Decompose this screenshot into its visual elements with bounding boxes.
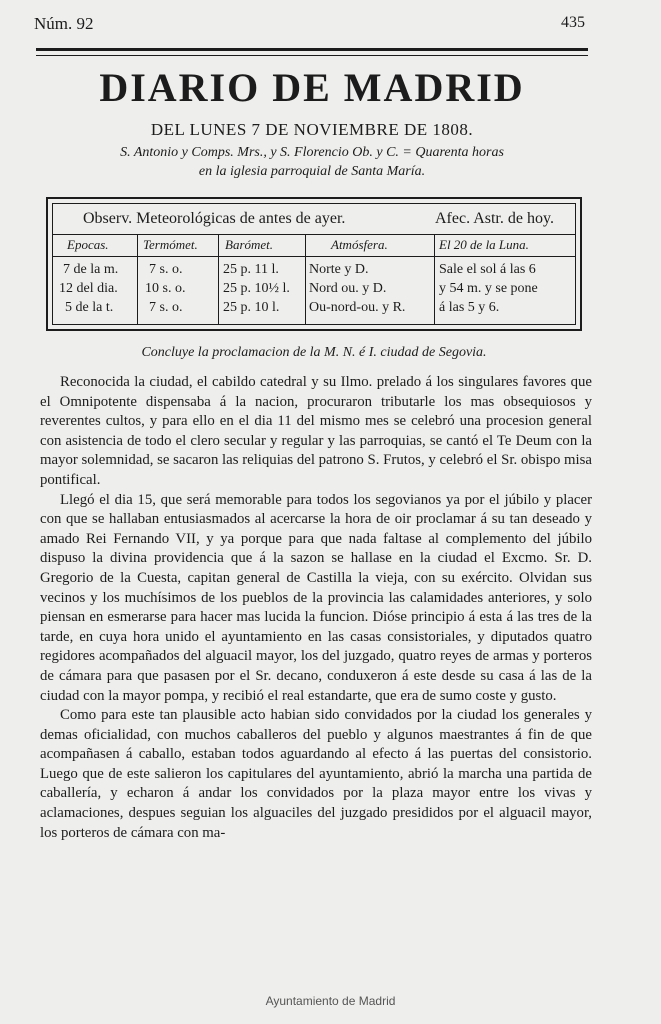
column-divider bbox=[218, 234, 219, 324]
article-body bbox=[40, 373, 592, 843]
table-cell-atmos: Norte y D. bbox=[309, 262, 369, 277]
table-cell-atmos: Nord ou. y D. bbox=[309, 281, 387, 296]
astro-line: á las 5 y 6. bbox=[439, 300, 500, 315]
column-header-atmosfera: Atmósfera. bbox=[331, 237, 388, 252]
weather-title: Observ. Meteorológicas de antes de ayer. bbox=[83, 210, 346, 227]
saints-line-1: S. Antonio y Comps. Mrs., y S. Florencio Ob. y C. = Quarenta horas bbox=[120, 145, 504, 160]
weather-table bbox=[46, 197, 582, 331]
article-paragraph: Llegó el dia 15, que será memorable para todos los segovianos ya por el júbilo y placer con que se hallaban entusiasmados al acercarse la hora de oir proclamar á su tan deseado y amado Rei Fernando VII, y ya porque para que nada faltase al complemento del júbilo dispuso la divina providencia que á la sazon se hallase en la ciudad el Excmo. Sr. D. Gregorio de la Cuesta, capitan general de Castilla la vieja, con su exército. Olvidan sus vecinos y los muchísimos de los pueblos de la provincia las calamidades anteriores, y solo piensan en esmerarse para hacer mas lucida la funcion. Dióse principio á esta á las tres de la tarde, en cuya hora unido el ayuntamiento en las casas consistoriales, y diputados quatro regidores acompañados del alguacil mayor, los del juzgado, quatro reyes de armas y porteros de cámara para que pasasen por el Sr. decano, conduxeron á este desde su casa á las de la ciudad con la mayor pompa, y recibió el real estandarte, que era de sumo coste y gusto. bbox=[40, 491, 592, 704]
article-subheading: Concluye la proclamacion de la M. N. é I. ciudad de Segovia. bbox=[141, 345, 487, 360]
table-cell-epoca: 5 de la t. bbox=[65, 300, 114, 315]
column-header-epocas: Epocas. bbox=[67, 237, 109, 252]
astro-line: Sale el sol á las 6 bbox=[439, 262, 536, 277]
table-cell-baro: 25 p. 11 l. bbox=[223, 262, 279, 277]
table-cell-epoca: 7 de la m. bbox=[63, 262, 119, 277]
table-cell-atmos: Ou-nord-ou. y R. bbox=[309, 300, 406, 315]
column-divider bbox=[305, 234, 306, 324]
astro-title: Afec. Astr. de hoy. bbox=[435, 210, 554, 227]
table-divider bbox=[53, 256, 575, 257]
column-header-barometro: Barómet. bbox=[225, 237, 274, 252]
top-rule-thick bbox=[36, 48, 588, 51]
article-paragraph: Como para este tan plausible acto habian sido convidados por la ciudad los generales y demas oficialidad, con muchos caballeros del pueblo y algunos maestrantes á fin de que acompañasen á caballo, estaban todos aguardando al efecto á las puertas del consistorio. Luego que de este salieron los capitulares del ayuntamiento, abrió la marcha una partida de caballería, y echaron á andar los convidados por la plaza mayor entre los vivas y aclamaciones, despues seguian los alguaciles del juzgado presididos por el alguacil mayor, los porteros de cámara con ma- bbox=[40, 707, 592, 841]
table-cell-termo: 10 s. o. bbox=[145, 281, 186, 296]
column-divider bbox=[137, 234, 138, 324]
column-divider bbox=[434, 234, 435, 324]
masthead-title: DIARIO DE MADRID bbox=[99, 65, 525, 110]
column-header-termometro: Termómet. bbox=[143, 237, 198, 252]
table-divider bbox=[53, 234, 575, 235]
top-rule-thin bbox=[36, 55, 588, 56]
table-cell-termo: 7 s. o. bbox=[149, 300, 183, 315]
weather-table-inner-frame bbox=[52, 203, 576, 325]
astro-line: y 54 m. y se pone bbox=[439, 281, 538, 296]
column-header-luna: El 20 de la Luna. bbox=[439, 237, 529, 252]
page-number: 435 bbox=[561, 14, 585, 31]
table-cell-termo: 7 s. o. bbox=[149, 262, 183, 277]
footer-credit: Ayuntamiento de Madrid bbox=[265, 994, 396, 1008]
issue-number: Núm. 92 bbox=[34, 14, 94, 33]
table-cell-epoca: 12 del dia. bbox=[59, 281, 118, 296]
table-cell-baro: 25 p. 10½ l. bbox=[223, 281, 290, 296]
table-cell-baro: 25 p. 10 l. bbox=[223, 300, 280, 315]
saints-line-2: en la iglesia parroquial de Santa María. bbox=[198, 164, 426, 179]
saints-notice bbox=[40, 143, 584, 181]
article-paragraph: Reconocida la ciudad, el cabildo catedral y su Ilmo. prelado á los singulares favores que el Omnipotente dispensaba á la nacion, procuraron tributarle los mas obsequiosos y reverentes cultos, y para ello en el dia 11 del mismo mes se celebró una procesion general con asistencia de todo el clero secular y regular y las parroquias, se cantó el Te Deum con la mayor solemnidad, se sacaron las reliquias del patrono S. Frutos, y celebró el Sr. obispo misa pontifical. bbox=[40, 374, 592, 488]
issue-date: DEL LUNES 7 DE NOVIEMBRE DE 1808. bbox=[150, 120, 474, 139]
